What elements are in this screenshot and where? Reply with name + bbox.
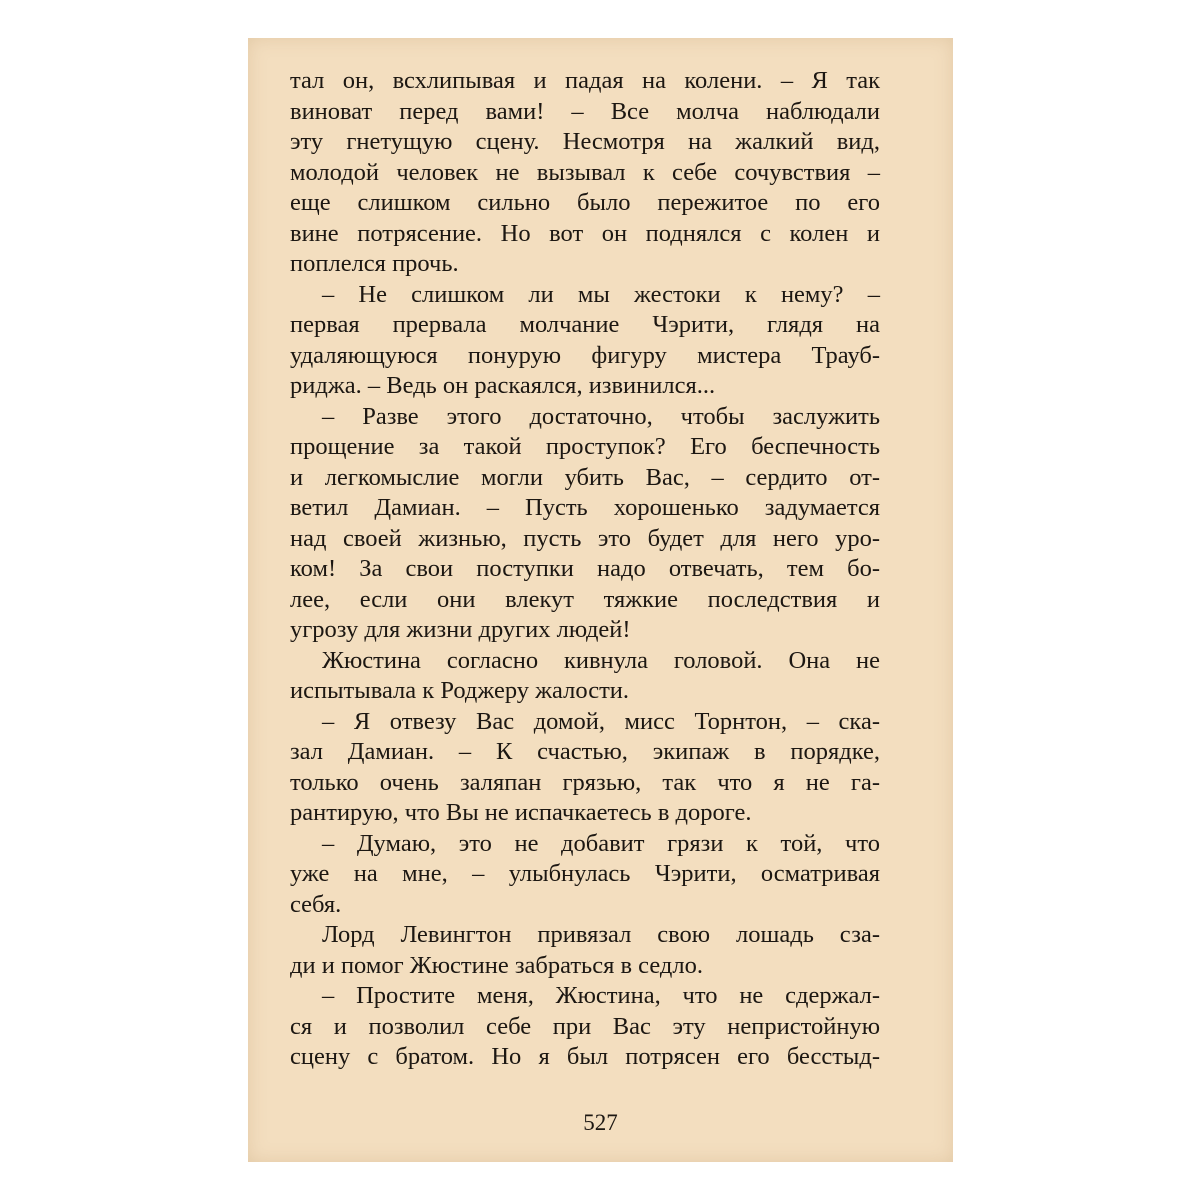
book-page bbox=[248, 38, 953, 1162]
text-line: уже на мне, – улыбнулась Чэрити, осматривая bbox=[290, 860, 880, 887]
page-body-text bbox=[290, 66, 880, 1073]
text-line: – Не слишком ли мы жестоки к нему? – bbox=[322, 280, 880, 308]
page-number: 527 bbox=[583, 1110, 618, 1135]
text-line: лее, если они влекут тяжкие последствия и bbox=[290, 585, 880, 613]
text-line: ся и позволил себе при Вас эту непристойную bbox=[290, 1012, 880, 1040]
text-line: угрозу для жизни других людей! bbox=[290, 616, 631, 643]
text-line: поплелся прочь. bbox=[290, 250, 459, 277]
text-line: себя. bbox=[290, 890, 342, 918]
text-line: тал он, всхлипывая и падая на колени. – Я так bbox=[290, 67, 880, 94]
text-line: ветил Дамиан. – Пусть хорошенько задумается bbox=[290, 494, 880, 521]
text-line: вине потрясение. Но вот он поднялся с колен и bbox=[290, 219, 880, 247]
text-line: зал Дамиан. – К счастью, экипаж в порядке, bbox=[290, 738, 880, 765]
text-line: прощение за такой проступок? Его беспечность bbox=[290, 433, 880, 460]
text-line: над своей жизнью, пусть это будет для него уро- bbox=[290, 524, 880, 552]
text-line: первая прервала молчание Чэрити, глядя на bbox=[290, 311, 880, 338]
text-line: – Простите меня, Жюстина, что не сдержал- bbox=[322, 982, 880, 1009]
text-line: – Разве этого достаточно, чтобы заслужить bbox=[322, 402, 880, 430]
text-line: виноват перед вами! – Все молча наблюдали bbox=[290, 97, 880, 125]
text-line: испытывала к Роджеру жалости. bbox=[290, 677, 630, 704]
text-line: еще слишком сильно было пережитое по его bbox=[290, 189, 880, 216]
text-line: сцену с братом. Но я был потрясен его бесстыд- bbox=[290, 1043, 880, 1070]
text-line: – Я отвезу Вас домой, мисс Торнтон, – ска- bbox=[322, 707, 880, 735]
text-line: Жюстина согласно кивнула головой. Она не bbox=[322, 646, 880, 674]
text-line: ди и помог Жюстине забраться в седло. bbox=[290, 951, 703, 979]
text-line: ком! За свои поступки надо отвечать, тем бо- bbox=[290, 555, 880, 582]
text-line: только очень заляпан грязью, так что я не га- bbox=[290, 768, 880, 796]
text-line: риджа. – Ведь он раскаялся, извинился... bbox=[290, 372, 716, 399]
text-line: – Думаю, это не добавит грязи к той, что bbox=[322, 829, 880, 857]
text-line: рантирую, что Вы не испачкаетесь в дороге. bbox=[290, 799, 752, 826]
text-line: и легкомыслие могли убить Вас, – сердито от- bbox=[290, 463, 880, 491]
text-line: удаляющуюся понурую фигуру мистера Трауб- bbox=[290, 341, 880, 369]
text-line: Лорд Левингтон привязал свою лошадь сза- bbox=[322, 921, 880, 948]
text-line: молодой человек не вызывал к себе сочувствия – bbox=[290, 158, 880, 186]
text-line: эту гнетущую сцену. Несмотря на жалкий вид, bbox=[290, 128, 880, 155]
